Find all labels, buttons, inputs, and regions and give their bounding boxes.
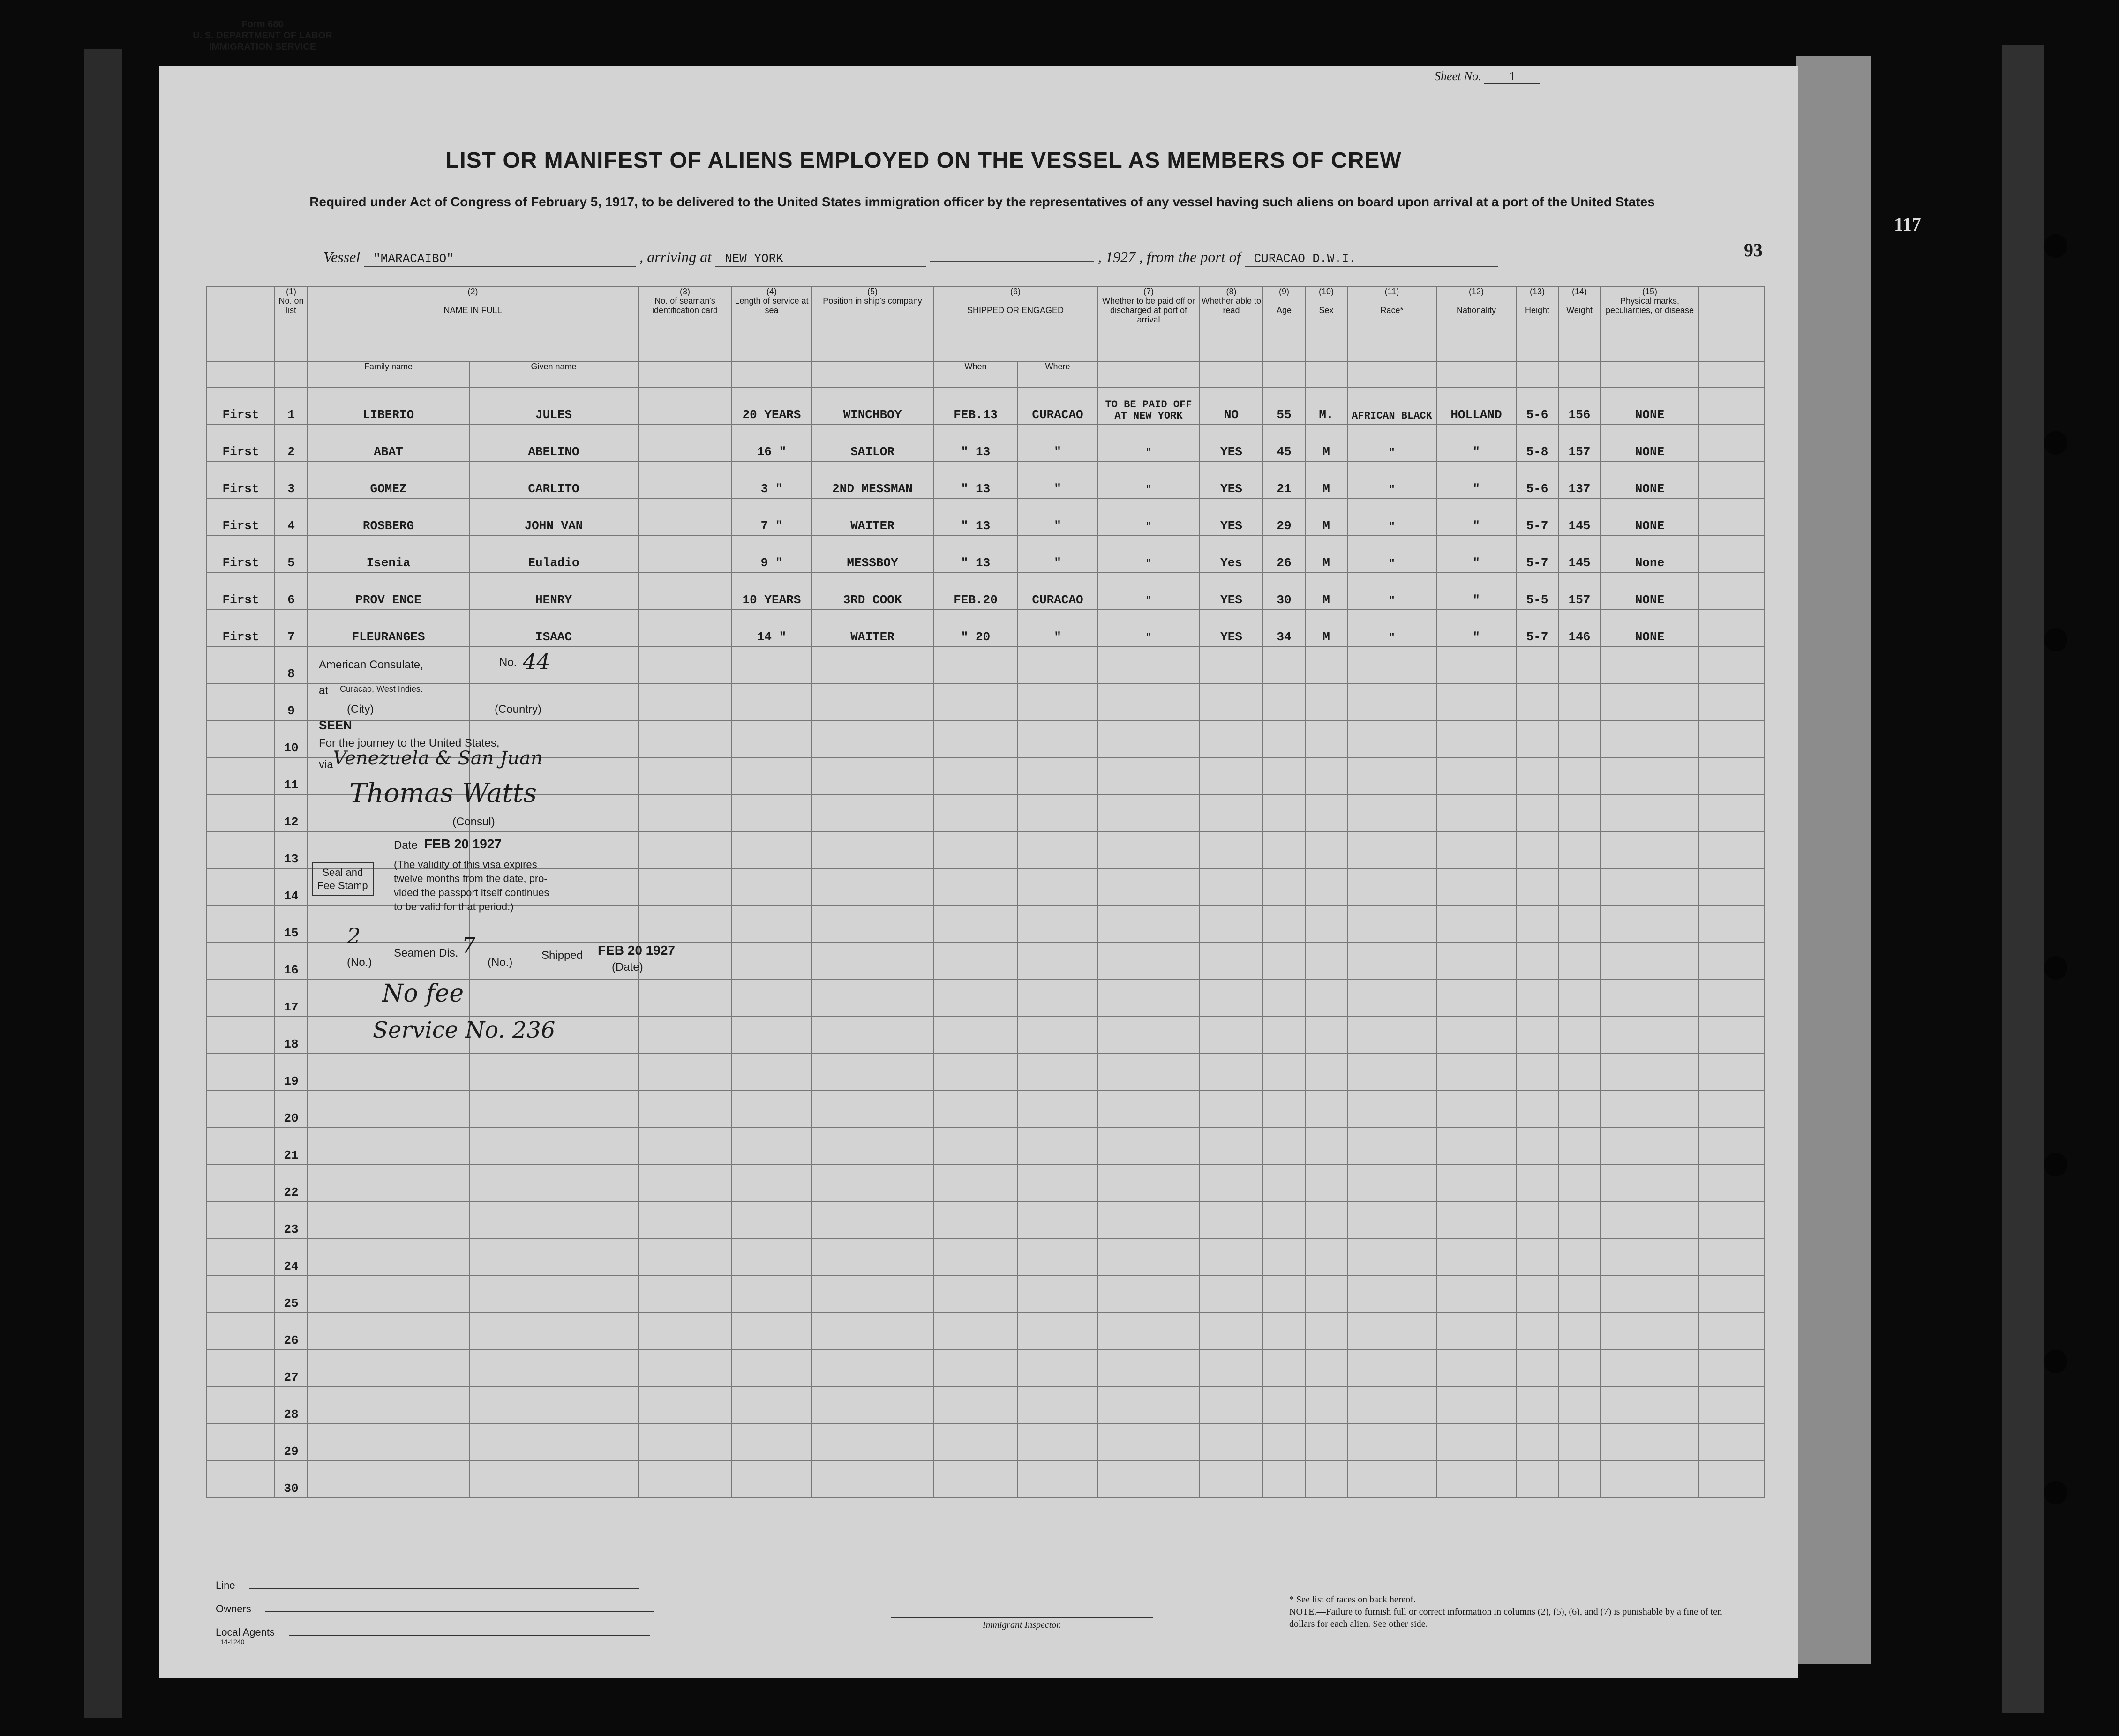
cell-position: SAILOR [812,424,933,461]
cell-race: " [1347,498,1436,535]
row-number: 19 [275,1054,308,1091]
cell-service: 10 YEARS [732,572,812,609]
crew-row [207,498,1765,535]
cell-weight: 137 [1558,461,1601,498]
cell-service: 20 YEARS [732,387,812,424]
arriving-label: , arriving at [639,248,712,265]
cell-paid-off: " [1097,535,1200,572]
seamen-no-label: (No.) [347,956,372,969]
crew-row [207,387,1765,424]
cell-paid-off: " [1097,461,1200,498]
crew-row [207,535,1765,572]
cell-height: 5-5 [1516,572,1558,609]
visa-country-label: (Country) [495,703,542,716]
cell-position: MESSBOY [812,535,933,572]
visa-place: Curacao, West Indies. [340,684,423,694]
cell-race: " [1347,424,1436,461]
department: U. S. DEPARTMENT OF LABOR [193,30,332,41]
cell-nationality: " [1436,461,1516,498]
cell-race: " [1347,572,1436,609]
footer-agents: Local Agents [216,1626,650,1639]
cell-nationality: " [1436,498,1516,535]
subheader-where: Where [1018,361,1097,387]
cell-family: ABAT [308,424,469,461]
cell-service: 16 " [732,424,812,461]
row-number: 27 [275,1350,308,1387]
form-number: Form 680 [241,19,284,30]
empty-row [207,1128,1765,1165]
cell-given: HENRY [469,572,638,609]
cell-card [638,424,732,461]
col-header-service: (4) Length of service at sea [732,286,812,361]
cell-when: " 13 [933,424,1018,461]
cell-age: 21 [1263,461,1305,498]
row-number: 8 [275,646,308,683]
binder-hole [2044,1153,2067,1176]
empty-row [207,1313,1765,1350]
cell-marks: NONE [1601,424,1699,461]
cell-service: 14 " [732,609,812,646]
col-header-height: (13) Height [1516,286,1558,361]
cell-weight: 145 [1558,535,1601,572]
row-number: 7 [275,609,308,646]
cell-nationality: HOLLAND [1436,387,1516,424]
visa-validity-1: (The validity of this visa expires [394,859,537,870]
footer-line: Line [216,1579,639,1592]
consular-visa-stamp [312,649,675,1050]
visa-via-handwritten: Venezuela & San Juan [333,748,543,769]
cell-card [638,572,732,609]
cell-position: 3RD COOK [812,572,933,609]
row-number: 29 [275,1424,308,1461]
cell-family: LIBERIO [308,387,469,424]
cell-age: 26 [1263,535,1305,572]
cell-read: Yes [1200,535,1263,572]
no-fee-note: No fee [382,980,464,1008]
seamen-dis-label: Seamen Dis. [394,947,458,959]
vessel-label: Vessel [323,248,361,265]
cell-position: WINCHBOY [812,387,933,424]
cell-marks: None [1601,535,1699,572]
col-margin [207,286,275,361]
footer-form-code: 14-1240 [220,1638,245,1646]
list-label: First [207,387,275,424]
visa-no-value: 44 [523,649,550,674]
cell-given: JOHN VAN [469,498,638,535]
document-subtitle: Required under Act of Congress of February 5, 1917, to be delivered to the United States immigration officer by the representatives of any vessel having such aliens on board upon arrival at a port of the United States [309,195,1655,209]
list-label: First [207,498,275,535]
binder-strip-left [84,49,122,1718]
cell-height: 5-7 [1516,498,1558,535]
footer-note-penalty: NOTE.—Failure to furnish full or correct information in columns (2), (5), (6), and (7) is punishable by a fine of ten dollars for each alien. See other side. [1289,1607,1722,1629]
row-number: 23 [275,1202,308,1239]
list-label: First [207,572,275,609]
cell-where: " [1018,535,1097,572]
cell-marks: NONE [1601,609,1699,646]
row-number: 22 [275,1165,308,1202]
empty-row [207,1054,1765,1091]
cell-marks: NONE [1601,461,1699,498]
cell-service: 7 " [732,498,812,535]
list-label: First [207,535,275,572]
col-header-position: (5) Position in ship's company [812,286,933,361]
cell-paid-off: " [1097,498,1200,535]
cell-read: NO [1200,387,1263,424]
cell-family: FLEURANGES [308,609,469,646]
row-number: 9 [275,683,308,720]
sheet-number [1435,69,1540,84]
cell-height: 5-7 [1516,609,1558,646]
cell-position: WAITER [812,609,933,646]
cell-given: ISAAC [469,609,638,646]
binder-hole [2044,1350,2067,1373]
cell-race: " [1347,461,1436,498]
row-number: 18 [275,1017,308,1054]
visa-via-label: via [319,758,333,771]
cell-race: AFRICAN BLACK [1347,387,1436,424]
footer-notes [1289,1594,1735,1630]
underlying-page-edge [1796,56,1871,1664]
cell-read: YES [1200,424,1263,461]
col-header-shipped: (6) SHIPPED OR ENGAGED [933,286,1097,361]
row-number: 5 [275,535,308,572]
seamen-no-value: 2 [347,923,361,949]
col-header-no: (1) No. on list [275,286,308,361]
cell-nationality: " [1436,572,1516,609]
empty-row [207,1276,1765,1313]
document-title: LIST OR MANIFEST OF ALIENS EMPLOYED ON THE VESSEL AS MEMBERS OF CREW [445,148,1402,173]
cell-given: Euladio [469,535,638,572]
list-label: First [207,609,275,646]
cell-age: 45 [1263,424,1305,461]
seamen-dis-value: 7 [462,933,476,958]
cell-height: 5-8 [1516,424,1558,461]
row-number: 30 [275,1461,308,1498]
page-number: 93 [1744,239,1763,261]
cell-given: JULES [469,387,638,424]
cell-sex: M [1305,572,1347,609]
seal-and-fee-stamp: Seal and Fee Stamp [312,862,374,896]
row-number: 28 [275,1387,308,1424]
crew-row [207,572,1765,609]
from-port: CURACAO D.W.I. [1245,252,1498,267]
col-header-paid-off: (7) Whether to be paid off or discharged at port of arrival [1097,286,1200,361]
binder-strip-right [2002,45,2044,1713]
consulate-label: American Consulate, [319,658,423,671]
footer-owners: Owners [216,1603,654,1615]
cell-marks: NONE [1601,498,1699,535]
cell-given: CARLITO [469,461,638,498]
service-no-note: Service No. 236 [373,1017,556,1043]
binder-hole [2044,956,2067,980]
cell-weight: 145 [1558,498,1601,535]
cell-sex: M [1305,498,1347,535]
footer-note-races: * See list of races on back hereof. [1289,1594,1416,1605]
cell-card [638,498,732,535]
binder-hole [2044,628,2067,651]
cell-weight: 157 [1558,572,1601,609]
blank-fill [930,261,1094,262]
cell-where: CURACAO [1018,387,1097,424]
list-label: First [207,461,275,498]
cell-when: " 20 [933,609,1018,646]
col-header-weight: (14) Weight [1558,286,1601,361]
cell-age: 29 [1263,498,1305,535]
col-header-marks: (15) Physical marks, peculiarities, or disease [1601,286,1699,361]
shipped-label: Shipped [541,949,583,962]
shipped-date-label: (Date) [612,961,643,973]
subheader-family: Family name [308,361,469,387]
cell-service: 9 " [732,535,812,572]
cell-height: 5-6 [1516,461,1558,498]
crew-row [207,424,1765,461]
cell-paid-off: " [1097,572,1200,609]
empty-row [207,1424,1765,1461]
visa-validity-3: vided the passport itself continues [394,887,549,898]
visa-date-label: Date [394,839,418,852]
cell-position: WAITER [812,498,933,535]
cell-height: 5-7 [1516,535,1558,572]
visa-city-label: (City) [347,703,374,716]
cell-race: " [1347,609,1436,646]
binder-hole [2044,431,2067,455]
cell-where: CURACAO [1018,572,1097,609]
empty-row [207,1461,1765,1498]
cell-read: YES [1200,461,1263,498]
cell-card [638,535,732,572]
cell-service: 3 " [732,461,812,498]
empty-row [207,1387,1765,1424]
binder-hole [2044,1481,2067,1504]
cell-weight: 156 [1558,387,1601,424]
cell-paid-off: TO BE PAID OFF AT NEW YORK [1097,387,1200,424]
cell-paid-off: " [1097,424,1200,461]
cell-height: 5-6 [1516,387,1558,424]
cell-sex: M [1305,609,1347,646]
visa-consul-label: (Consul) [452,816,495,828]
from-label: , from the port of [1139,248,1241,265]
cell-card [638,387,732,424]
row-number: 20 [275,1091,308,1128]
vessel-line [323,248,1498,267]
cell-weight: 157 [1558,424,1601,461]
visa-at-label: at [319,684,329,697]
year-value: 27 [1120,248,1135,265]
row-number: 24 [275,1239,308,1276]
row-number: 17 [275,980,308,1017]
cell-read: YES [1200,572,1263,609]
consul-signature: Thomas Watts [349,778,537,808]
form-header [173,19,352,52]
crew-row [207,461,1765,498]
cell-where: " [1018,609,1097,646]
row-number: 2 [275,424,308,461]
row-number: 21 [275,1128,308,1165]
cell-position: 2ND MESSMAN [812,461,933,498]
col-header-sex: (10) Sex [1305,286,1347,361]
vessel-name: "MARACAIBO" [364,252,636,267]
cell-race: " [1347,535,1436,572]
cell-where: " [1018,461,1097,498]
cell-when: FEB.13 [933,387,1018,424]
col-header-nationality: (12) Nationality [1436,286,1516,361]
row-number: 1 [275,387,308,424]
cell-age: 55 [1263,387,1305,424]
binder-hole [2044,234,2067,258]
cell-read: YES [1200,498,1263,535]
cell-nationality: " [1436,424,1516,461]
cell-age: 30 [1263,572,1305,609]
empty-row [207,1165,1765,1202]
empty-row [207,1202,1765,1239]
year-prefix: , 19 [1097,248,1120,265]
cell-card [638,461,732,498]
sheet-label: Sheet No. [1435,69,1481,83]
cell-nationality: " [1436,535,1516,572]
row-number: 4 [275,498,308,535]
cell-read: YES [1200,609,1263,646]
cell-family: Isenia [308,535,469,572]
immigrant-inspector-line: Immigrant Inspector. [891,1617,1153,1631]
row-number: 26 [275,1313,308,1350]
list-label: First [207,424,275,461]
visa-journey: For the journey to the United States, [319,737,500,749]
seamen-dis-no-label: (No.) [488,956,513,969]
cell-nationality: " [1436,609,1516,646]
cell-sex: M [1305,461,1347,498]
subheader-given: Given name [469,361,638,387]
cell-family: GOMEZ [308,461,469,498]
cell-sex: M [1305,424,1347,461]
cell-when: " 13 [933,498,1018,535]
col-header-race: (11) Race* [1347,286,1436,361]
cell-marks: NONE [1601,572,1699,609]
cell-family: PROV ENCE [308,572,469,609]
row-number: 16 [275,943,308,980]
subheader-when: When [933,361,1018,387]
col-header-read: (8) Whether able to read [1200,286,1263,361]
cell-paid-off: " [1097,609,1200,646]
row-number: 11 [275,757,308,794]
cell-where: " [1018,424,1097,461]
visa-validity-4: to be valid for that period.) [394,901,514,913]
arriving-at: NEW YORK [715,252,926,267]
col-extra [1699,286,1765,361]
row-number: 12 [275,794,308,831]
stamp-number: 117 [1894,214,1921,235]
crew-row [207,609,1765,646]
cell-when: " 13 [933,461,1018,498]
visa-seen: SEEN [319,718,352,732]
row-number: 10 [275,720,308,757]
cell-family: ROSBERG [308,498,469,535]
cell-sex: M. [1305,387,1347,424]
row-number: 6 [275,572,308,609]
empty-row [207,1350,1765,1387]
cell-given: ABELINO [469,424,638,461]
shipped-date: FEB 20 1927 [598,943,675,958]
cell-sex: M [1305,535,1347,572]
row-number: 14 [275,868,308,905]
col-header-name: (2) NAME IN FULL [308,286,638,361]
cell-marks: NONE [1601,387,1699,424]
empty-row [207,1239,1765,1276]
service: IMMIGRATION SERVICE [209,42,316,52]
cell-age: 34 [1263,609,1305,646]
col-header-card: (3) No. of seaman's identification card [638,286,732,361]
cell-weight: 146 [1558,609,1601,646]
visa-validity-2: twelve months from the date, pro- [394,873,548,884]
visa-date-value: FEB 20 1927 [424,837,502,851]
cell-when: " 13 [933,535,1018,572]
col-header-age: (9) Age [1263,286,1305,361]
sheet-value: 1 [1484,69,1540,84]
empty-row [207,1091,1765,1128]
row-number: 15 [275,905,308,943]
cell-when: FEB.20 [933,572,1018,609]
row-number: 13 [275,831,308,868]
row-number: 3 [275,461,308,498]
visa-no-label: No. [499,656,517,669]
cell-where: " [1018,498,1097,535]
row-number: 25 [275,1276,308,1313]
cell-card [638,609,732,646]
